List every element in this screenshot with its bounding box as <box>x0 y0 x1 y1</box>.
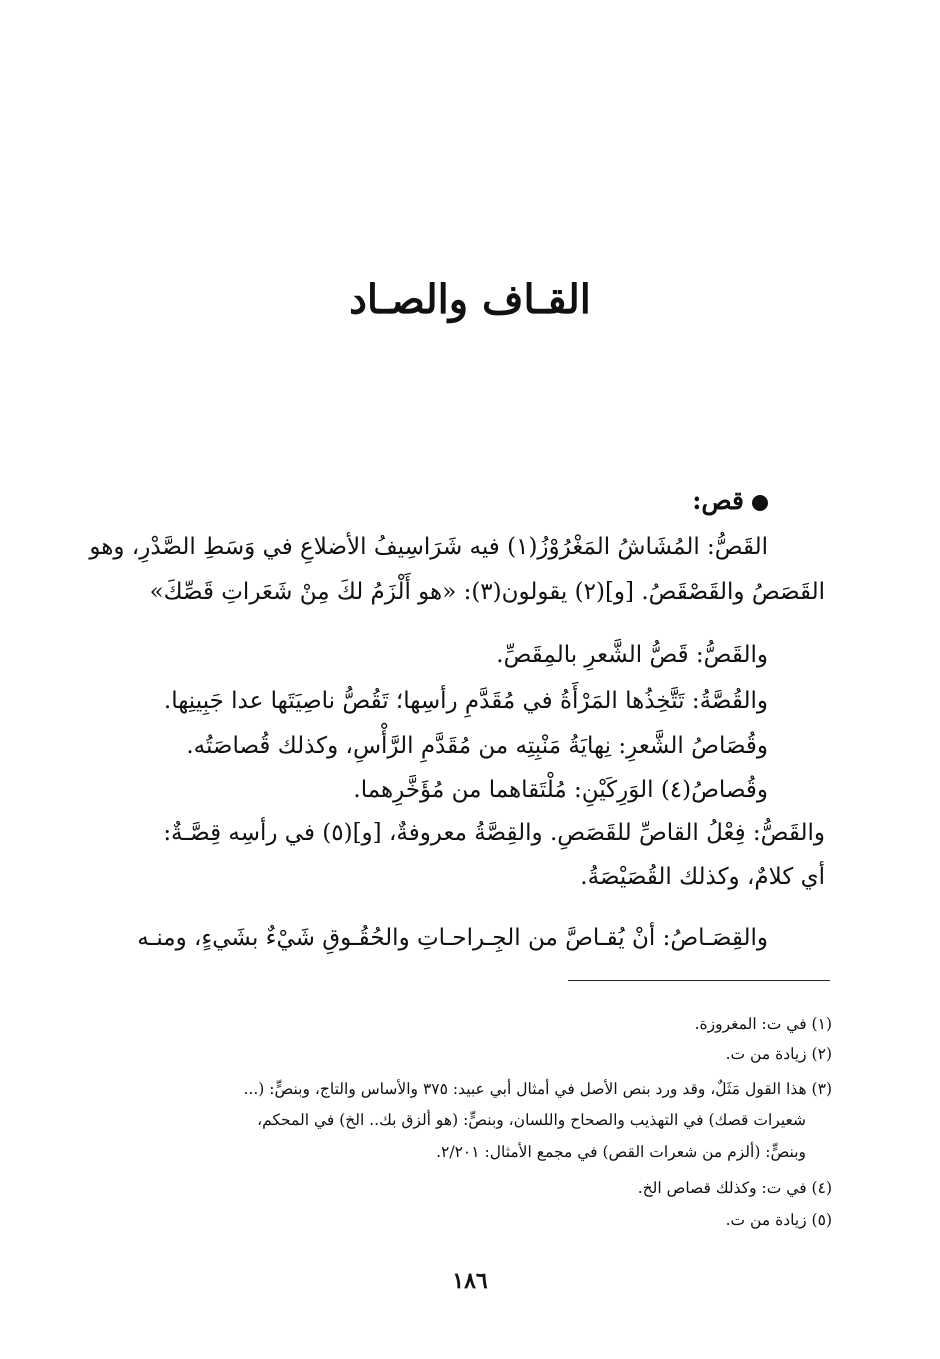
footnote: (٥) زيادة من ت. <box>725 1211 832 1229</box>
text-line: والقُصَّةُ: تَتَّخِذُها المَرْأَةُ في مُقَدَّمِ رأسِها؛ تَقُصُّ ناصِيَتَها عدا جَبِينِها. <box>163 688 768 714</box>
text-line: وقُصَاصُ الشَّعرِ: نِهايَةُ مَنْبِتِه من مُقَدَّمِ الرَّأْسِ، وكذلك قُصاصَتُه. <box>186 733 768 759</box>
footnote: (٣) هذا القول مَثَلٌ، وقد ورد بنص الأصل في أمثال أبي عبيد: ٣٧٥ والأساس والتاج، وبنصٍّ: (... <box>243 1080 832 1098</box>
bullet-icon <box>752 495 768 511</box>
text-line: أي كلامٌ، وكذلك القُصَيْصَةُ. <box>580 864 825 890</box>
footnote: (١) في ت: المغروزة. <box>694 1015 832 1033</box>
text-line: والقِصَـاصُ: أنْ يُقـاصَّ من الجِـراحـاتِ والحُقُـوقِ شَيْءٌ بشَيءٍ، ومنـه <box>137 925 768 951</box>
footnote-divider <box>568 980 830 981</box>
text-line: القَصُّ: المُشَاشُ المَغْرُوْزُ(١) فيه شَرَاسِيفُ الأضلاعِ في وَسَطِ الصَّدْرِ، وهو <box>89 534 768 560</box>
footnote: (٤) في ت: وكذلك قصاص الخ. <box>637 1179 832 1197</box>
entry-heading-row <box>692 484 768 518</box>
footnote: شعيرات قصك) في التهذيب والصحاح واللسان، وبنصٍّ: (هو ألزق بك.. الخ) في المحكم، <box>257 1111 806 1129</box>
page-number: ١٨٦ <box>452 1268 488 1294</box>
text-line: والقَصُّ: قَصُّ الشَّعرِ بالمِقَصِّ. <box>496 642 768 668</box>
footnote: (٢) زيادة من ت. <box>725 1045 832 1063</box>
chapter-title: القـاف والصـاد <box>349 276 591 323</box>
footnote: وبنصٍّ: (ألزم من شعرات القص) في مجمع الأمثال: ٢/٢٠١. <box>436 1143 806 1161</box>
text-line: القَصَصُ والقَصْقَصُ. [و](٢) يقولون(٣): «هو أَلْزَمُ لكَ مِنْ شَعَراتِ قَصِّكَ» <box>149 579 825 605</box>
entry-heading: قص: <box>692 486 744 515</box>
text-line: والقَصُّ: فِعْلُ القاصِّ للقَصَصِ. والقِصَّةُ معروفةٌ، [و](٥) في رأسِه قِصَّـةٌ: <box>163 820 825 846</box>
text-line: وقُصاصُ(٤) الوَرِكَيْنِ: مُلْتَقاهما من مُؤَخَّرِهما. <box>353 777 768 803</box>
